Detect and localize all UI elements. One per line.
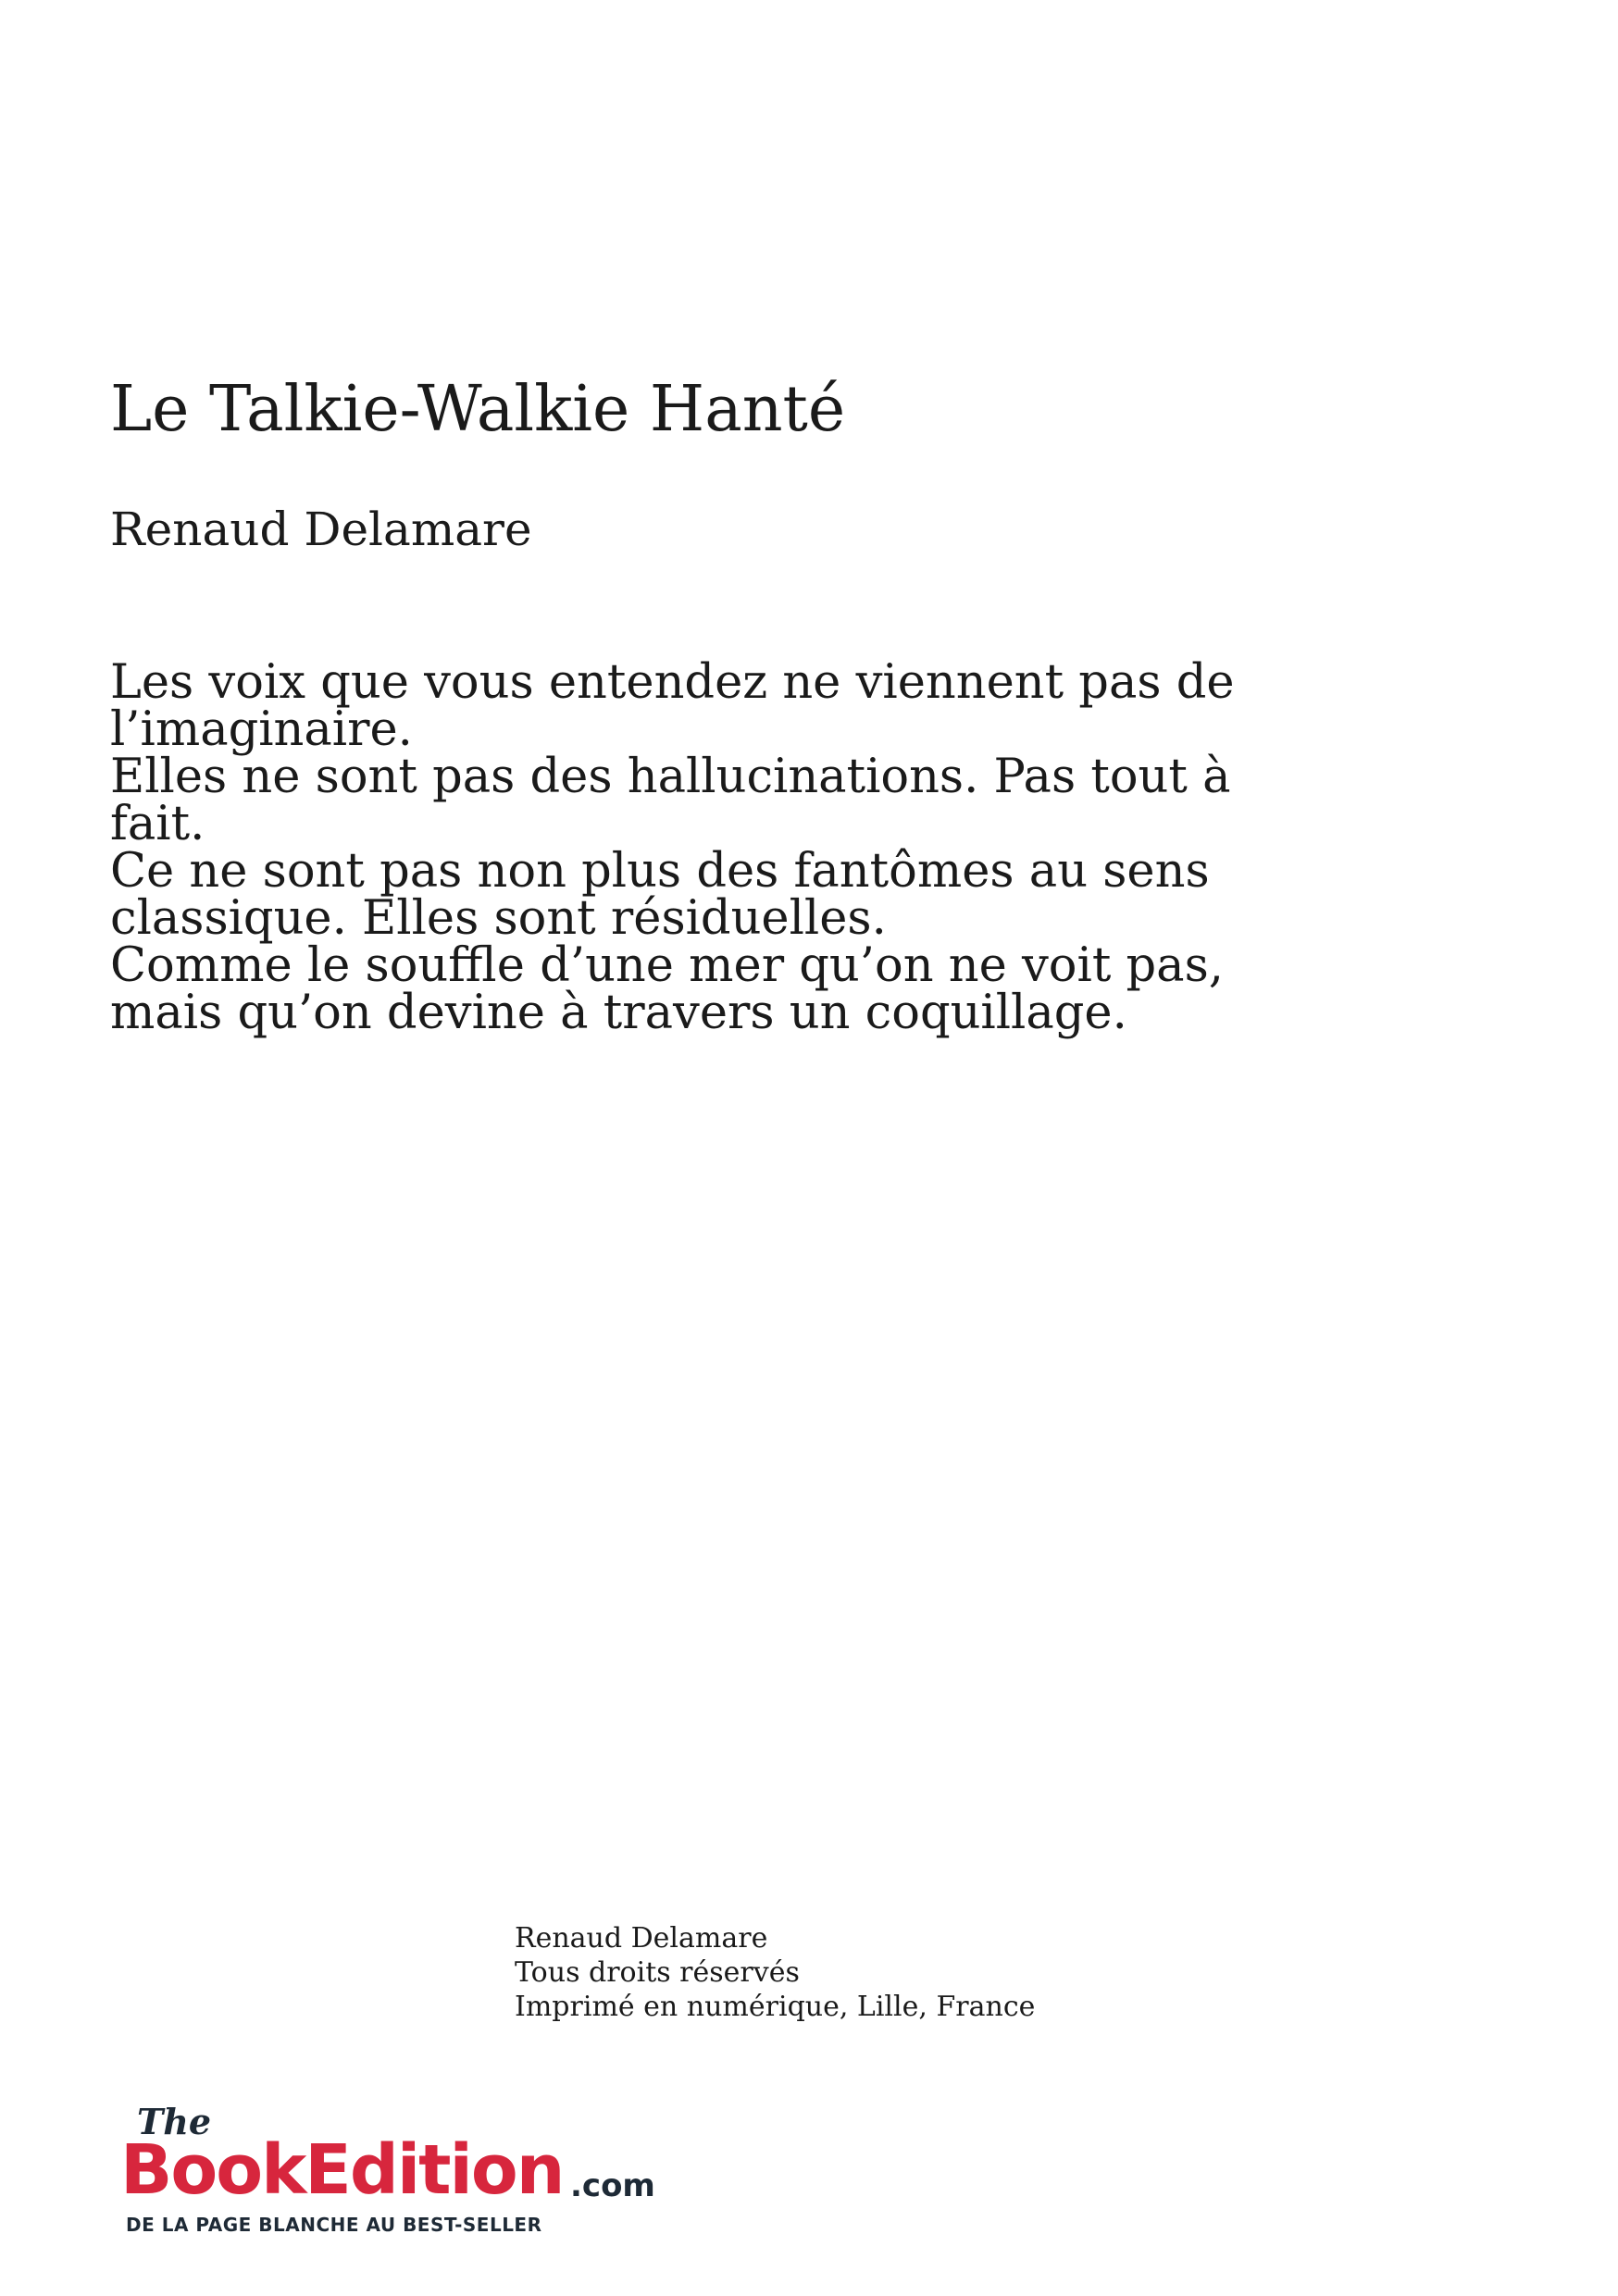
blurb-line: Elles ne sont pas des hallucinations. Pas tout à fait. xyxy=(110,750,1231,851)
publisher-logo xyxy=(120,2101,676,2240)
blurb-line: Ce ne sont pas non plus des fantômes au sens classique. Elles sont résiduelles. xyxy=(110,844,1210,946)
logo-tld: .com xyxy=(570,2167,655,2204)
imprint-block xyxy=(515,1921,1035,2024)
logo-tagline: DE LA PAGE BLANCHE AU BEST-SELLER xyxy=(126,2214,542,2236)
logo-name: BookEdition xyxy=(120,2130,564,2210)
back-cover-blurb xyxy=(110,655,1267,1040)
blurb-line: Comme le souffle d’une mer qu’on ne voit pas, mais qu’on devine à travers un coquillage. xyxy=(110,938,1224,1040)
logo-the: The xyxy=(137,2101,212,2142)
imprint-author: Renaud Delamare xyxy=(515,1922,768,1955)
imprint-rights: Tous droits réservés xyxy=(515,1956,800,1989)
blurb-line: Les voix que vous entendez ne viennent pas de l’imaginaire. xyxy=(110,655,1235,757)
book-author: Renaud Delamare xyxy=(110,503,532,556)
imprint-printed: Imprimé en numérique, Lille, France xyxy=(515,1991,1036,2023)
book-title: Le Talkie-Walkie Hanté xyxy=(110,373,846,446)
